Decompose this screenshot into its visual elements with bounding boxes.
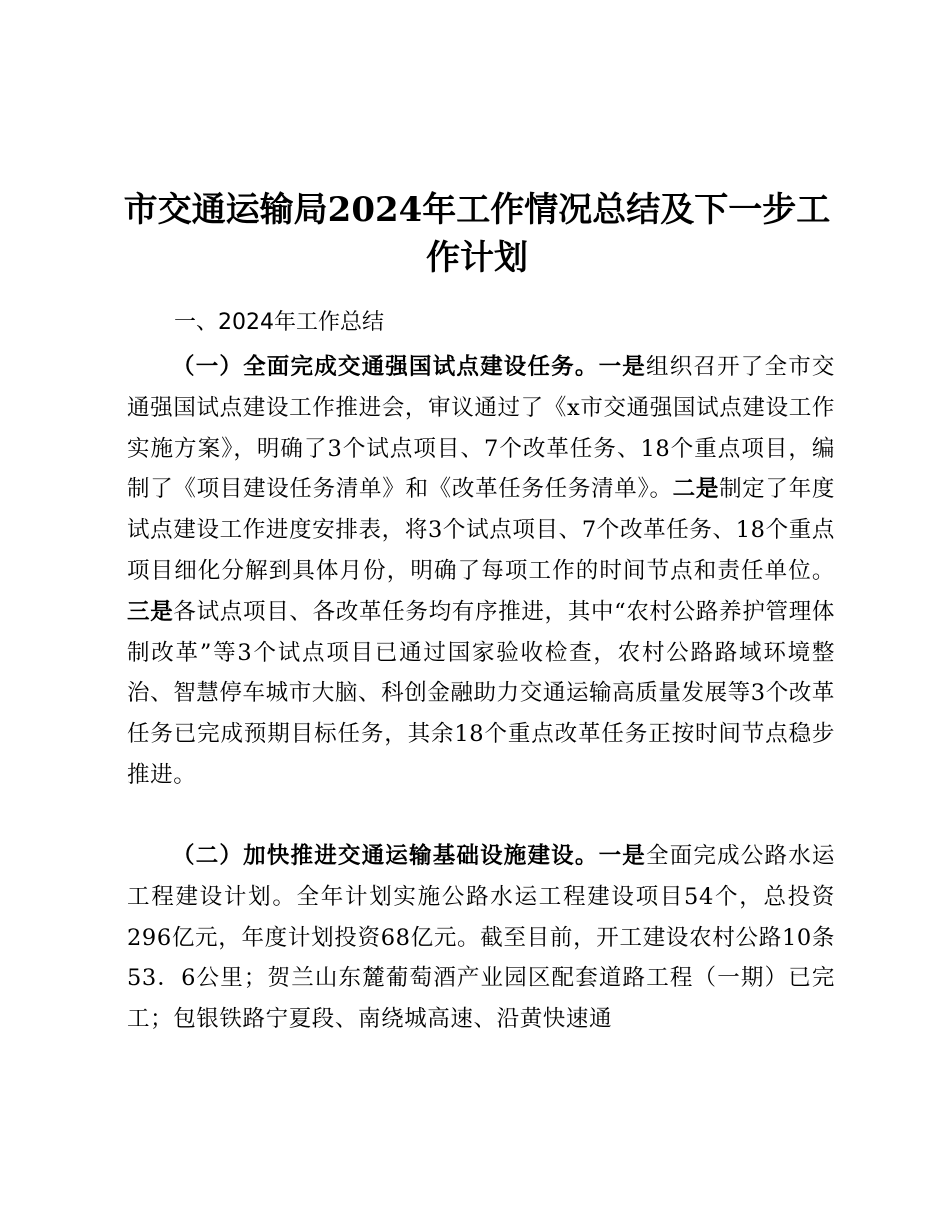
paragraph-1-marker-2: 二是 [672,476,720,503]
paragraph-2-marker-1: 一是 [598,843,646,869]
paragraph-1-marker-1: 一是 [598,354,646,380]
paragraph-1-marker-3: 三是 [127,598,174,625]
paragraph-1-text-1: 组织召开了全市交通强国试点建设工作推进会，审议通过了《x市交通强国试点建设工作实施方案》，明确了3个试点项目、7个改革任务、18个重点项目，编制了《项目建设任务清单》和《改革任务任务清单》。 [127,354,835,503]
paragraph-2-text-1: 全面完成公路水运工程建设计划。全年计划实施公路水运工程建设项目54个，总投资296亿元，年度计划投资68亿元。截至目前，开工建设农村公路10条53．6公里；贺兰山东麓葡萄酒产业园区配套道路工程（一期）已完工；包银铁路宁夏段、南绕城高速、沿黄快速通 [127,843,835,1033]
paragraph-1-text-2: 制定了年度试点建设工作进度安排表，将3个试点项目、7个改革任务、18个重点项目细化分解到具体月份，明确了每项工作的时间节点和责任单位。 [127,476,835,584]
paragraph-1-text-3: 各试点项目、各改革任务均有序推进，其中“农村公路养护管理体制改革”等3个试点项目已通过国家验收检查，农村公路路域环境整治、智慧停车城市大脑、科创金融助力交通运输高质量发展等3个改革任务已完成预期目标任务，其余18个重点改革任务正按时间节点稳步推进。 [127,598,836,788]
section-heading: 一、2024年工作总结 [174,310,384,335]
paragraph-1 [127,347,835,796]
document-title: 市交通运输局2024年工作情况总结及下一步工作计划 [123,190,831,278]
paragraph-2 [127,836,835,1040]
paragraph-1-lead: （一）全面完成交通强国试点建设任务。 [172,354,599,380]
paragraph-2-lead: （二）加快推进交通运输基础设施建设。 [172,843,599,869]
